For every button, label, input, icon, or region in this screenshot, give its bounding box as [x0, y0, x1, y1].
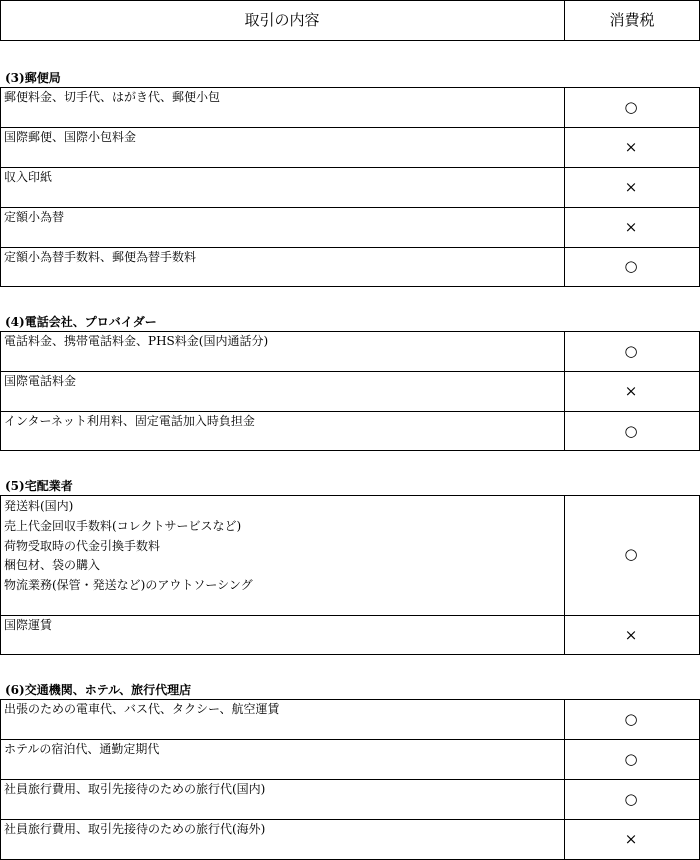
tax-mark: ×	[624, 178, 638, 196]
section-title-courier: (5)宅配業者	[5, 479, 73, 493]
tax-mark: ○	[624, 257, 638, 275]
tax-mark: ○	[624, 422, 638, 440]
tax-mark: ×	[624, 218, 638, 236]
tax-mark: ×	[624, 626, 638, 644]
section-title-post-office: (3)郵便局	[5, 71, 61, 85]
row-text: 出張のための電車代、バス代、タクシー、航空運賃	[4, 702, 280, 716]
row-text: 社員旅行費用、取引先接待のための旅行代(国内)	[4, 782, 266, 796]
row-text: ホテルの宿泊代、通勤定期代	[4, 742, 160, 756]
row-text: 国際郵便、国際小包料金	[4, 130, 137, 144]
row-text: 定額小為替手数料、郵便為替手数料	[4, 250, 197, 264]
tax-mark: ×	[624, 382, 638, 400]
row-text: 売上代金回収手数料(コレクトサービスなど)	[4, 519, 242, 533]
row-text: 郵便料金、切手代、はがき代、郵便小包	[4, 90, 221, 104]
row-text: 国際運賃	[4, 618, 53, 632]
tax-mark: ○	[624, 790, 638, 808]
tax-mark: ×	[624, 830, 638, 848]
row-text: 社員旅行費用、取引先接待のための旅行代(海外)	[4, 822, 266, 836]
section-title-telecom: (4)電話会社、プロバイダー	[5, 315, 157, 329]
row-text: 物流業務(保管・発送など)のアウトソーシング	[4, 578, 253, 592]
tax-mark: ×	[624, 138, 638, 156]
tax-mark: ○	[624, 98, 638, 116]
tax-mark: ○	[624, 545, 638, 563]
tax-mark: ○	[624, 710, 638, 728]
section-title-transport: (6)交通機関、ホテル、旅行代理店	[5, 683, 192, 697]
tax-mark: ○	[624, 342, 638, 360]
row-text: 収入印紙	[4, 170, 53, 184]
row-text: インターネット利用料、固定電話加入時負担金	[4, 414, 255, 428]
tax-mark: ○	[624, 750, 638, 768]
row-text: 発送料(国内)	[4, 499, 74, 513]
header-content-label: 取引の内容	[244, 11, 320, 29]
row-text: 荷物受取時の代金引換手数料	[4, 539, 161, 553]
row-text: 定額小為替	[4, 210, 65, 224]
header-tax-label: 消費税	[609, 11, 655, 29]
row-text: 梱包材、袋の購入	[4, 558, 101, 572]
row-text: 国際電話料金	[4, 374, 77, 388]
row-text: 電話料金、携帯電話料金、PHS料金(国内通話分)	[4, 334, 269, 348]
